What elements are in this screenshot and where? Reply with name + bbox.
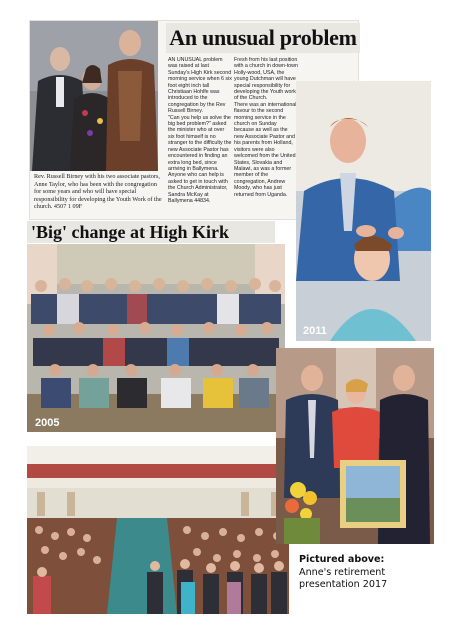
article-column-left: AN UNUSUAL problem was raised at last Sunday's High Kirk second morning service when 6 six foot eight inch tall Christiaan Hohlfe was introduced to the congregation by the Rev Russell Birney. "Can you help us solve the big bed problem?" asked the minister who at over six foot himself is no stranger to the difficulty the new Associate Pastor has encountered in finding an extra long bed, since arriving in Ballymena. Anyone who can help is asked to get in touch with the Church Administrator, Sandra McKay at Ballymena 44834. [168,57,232,204]
photo-year-label: 2005 [35,417,60,429]
retirement-caption [299,554,439,592]
photo-year-label: 2011 [303,325,327,337]
caption-text: Anne's retirement presentation 2017 [299,566,388,590]
clipping-photo-three-people [30,21,158,171]
retirement-presentation-photo [276,348,434,544]
clipping-photo-caption: Rev. Russell Birney with his two associate pastors, Anne Taylor, who has been with the congregation for some years and who will have special responsibility for developing the Youth Work of the church. 4507 1 09F [34,173,162,211]
group-photo-2005 [27,244,285,432]
clipping-headline: An unusual problem [166,23,360,53]
caption-title: Pictured above: [299,554,385,565]
clipping-headline-big-change: 'Big' change at High Kirk [27,221,275,243]
haircut-photo-2011 [296,81,431,341]
church-congregation-photo [27,446,289,614]
article-column-right: Fresh from his last position with a church in down-town Holly-wood, USA, the young Dutchman will have special responsibility for developing the Youth work of the Church. There was an international flavour to the second morning service in the church on Sunday because as well as the new Associate Pastor and his parents from Holland, visitors were also welcomed from the United States, Slovakia and Malawi, as was a former member of the congregation, Andrew Moody, who has just returned from Uganda. [234,57,298,198]
